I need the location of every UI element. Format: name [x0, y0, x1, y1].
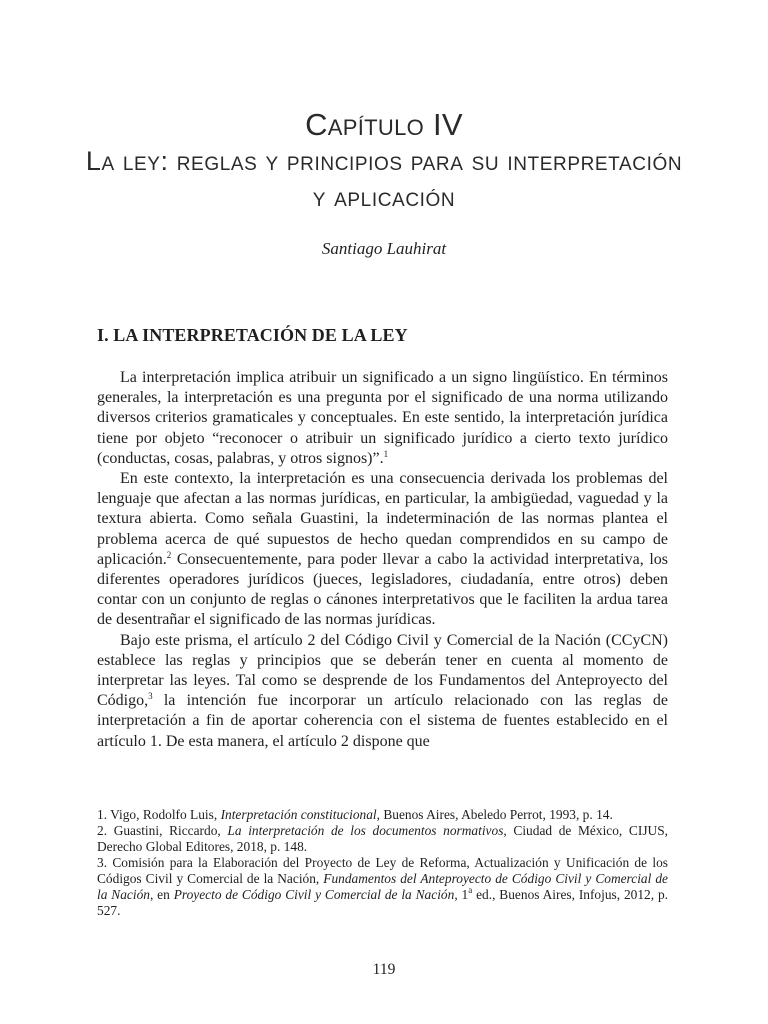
paragraph	[97, 631, 668, 752]
body-text	[97, 368, 668, 752]
text-run: , en	[149, 887, 174, 902]
text-run: la intención fue incorporar un artículo relacionado con las reglas de interpretación a fin de aportar coherencia con el sistema de fuentes establecido en el artículo 1. De esta manera, el artículo 2 dispone que	[97, 692, 668, 750]
text-run: Consecuentemente, para poder llevar a cabo la actividad interpretativa, los diferentes operadores jurídicos (jueces, legisladores, ciudadanía, entre otros) deben contar con un conjunto de reglas o cánones interpretativos que le faciliten la ardua tarea de desentrañar el significado de las normas jurídicas.	[97, 550, 668, 629]
text-run: 3. Comisión para la Elaboración del Proyecto de Ley de Reforma, Actualización y Unificación de los Códigos Civil y Comercial de la Nación,	[97, 855, 668, 886]
text-run: En este contexto, la interpretación es una consecuencia derivada los problemas del lenguaje que afectan a las normas jurídicas, en particular, la ambigüedad, vaguedad y la textura abierta. Como señala Guastini, la indeterminación de las normas plantea el problema acerca de qué supuestos de hecho quedan comprendidos en su campo de aplicación.	[97, 470, 668, 568]
chapter-title-line-1: La ley: reglas y principios para su interpretación	[85, 146, 683, 176]
note-reference: 2	[166, 549, 172, 560]
text-run: , Ciudad de México, CIJUS, Derecho Global Editores, 2018, p. 148.	[97, 823, 668, 854]
footnote	[97, 855, 668, 919]
italic-text: Fundamentos del Anteproyecto de Código Civil y Comercial de la Nación	[97, 871, 668, 902]
author-name: Santiago Lauhirat	[321, 239, 447, 258]
note-reference: a	[468, 885, 473, 895]
text-run: Bajo este prisma, el artículo 2 del Código Civil y Comercial de la Nación (CCyCN) establece las reglas y principios que se deberán tener en cuenta al momento de interpretar las leyes. Tal como se desprende de los Fundamentos del Anteproyecto del Código,	[97, 631, 668, 710]
text-run: ed., Buenos Aires, Infojus, 2012, p. 527.	[97, 887, 669, 918]
text-run: 1. Vigo, Rodolfo Luis,	[97, 807, 221, 822]
text-run: La interpretación implica atribuir un significado a un signo lingüístico. En términos generales, la interpretación es una pregunta por el significado de una norma utilizando diversos criterios gramaticales y conceptuales. En este sentido, la interpretación jurídica tiene por objeto “reconocer o atribuir un significado jurídico a cierto texto jurídico (conductas, cosas, palabras, y otros signos)”.	[97, 369, 668, 467]
paragraph	[97, 368, 668, 469]
footnote	[97, 807, 668, 823]
page-number: 119	[372, 961, 396, 978]
text-run: , Buenos Aires, Abeledo Perrot, 1993, p. 14.	[376, 807, 613, 822]
chapter-number: Capítulo IV	[305, 107, 463, 142]
text-run: , 1	[454, 887, 469, 902]
note-reference: 1	[383, 448, 389, 459]
text-run: 2. Guastini, Riccardo,	[97, 823, 228, 838]
footnote	[97, 823, 668, 855]
italic-text: Interpretación constitucional	[220, 807, 377, 822]
note-reference: 3	[148, 691, 153, 702]
chapter-header	[0, 107, 768, 215]
italic-text: Proyecto de Código Civil y Comercial de la Nación	[173, 887, 455, 902]
italic-text: La interpretación de los documentos normativos	[227, 823, 504, 838]
footnotes	[97, 807, 668, 919]
chapter-title-line-2: y aplicación	[312, 182, 456, 212]
section-heading: I. LA INTERPRETACIÓN DE LA LEY	[97, 325, 408, 345]
paragraph	[97, 469, 668, 631]
